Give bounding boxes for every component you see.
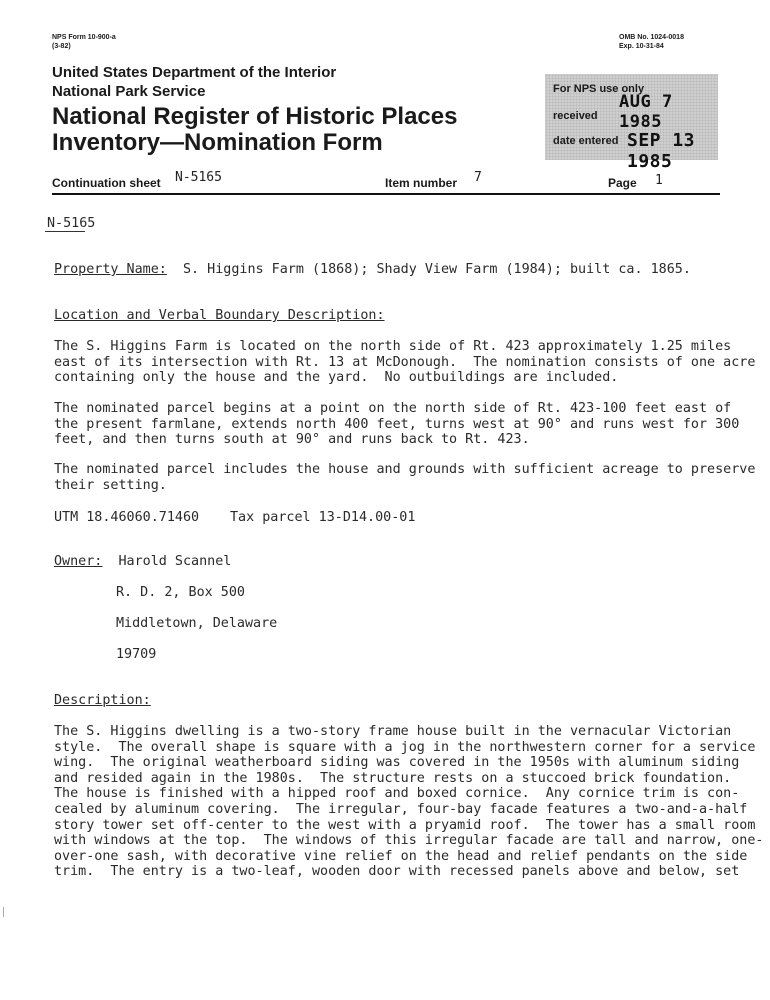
text-line: style. The overall shape is square with a jog in the northwestern corner for a service	[54, 739, 756, 755]
text-line: The house is finished with a hipped roof and boxed cornice. Any cornice trim is con-	[54, 786, 740, 802]
text-line: with windows at the top. The windows of this irregular facade are tall and narrow, one-	[54, 833, 764, 849]
nps-use-box	[545, 74, 718, 172]
text-line: containing only the house and the yard. No outbuildings are included.	[54, 370, 619, 386]
text-line: feet, and then turns south at 90° and runs back to Rt. 423.	[54, 432, 530, 448]
received-label: received	[553, 110, 598, 122]
form-title-line1: National Register of Historic Places	[52, 103, 458, 130]
service-name: National Park Service	[52, 83, 206, 100]
department-name: United States Department of the Interior	[52, 64, 337, 81]
department-heading	[52, 63, 336, 101]
received-date-stamp: AUG 7 1985	[619, 92, 673, 132]
form-title	[52, 104, 457, 156]
description-paragraph	[54, 724, 764, 880]
text-line: The nominated parcel includes the house and grounds with sufficient acreage to preserve	[54, 462, 756, 477]
property-name-label: Property Name:	[54, 262, 167, 277]
nps-use-label: For NPS use only	[553, 83, 645, 95]
owner-line	[54, 554, 231, 569]
includes-paragraph	[54, 462, 756, 493]
date-entered-label: date entered	[553, 135, 619, 147]
tax-parcel: Tax parcel 13-D14.00-01	[230, 510, 416, 525]
owner-address-line1: R. D. 2, Box 500	[116, 585, 245, 600]
text-line: wing. The original weatherboard siding was covered in the 1950s with aluminum siding	[54, 755, 740, 771]
text-line: their setting.	[54, 477, 167, 493]
text-line: story tower set off-center to the west with a pryamid roof. The tower has a small room	[54, 817, 756, 833]
scan-edge-mark	[3, 907, 4, 917]
header-rule	[52, 193, 720, 195]
page-label: Page	[608, 176, 637, 190]
omb-expiry-text: Exp. 10-31-84	[619, 43, 664, 50]
site-id-underline	[45, 231, 85, 232]
item-number-value: 7	[474, 170, 482, 185]
page-value: 1	[655, 173, 663, 188]
owner-label: Owner:	[54, 554, 103, 569]
parcel-paragraph	[54, 401, 740, 448]
text-line: east of its intersection with Rt. 13 at McDonough. The nomination consists of one acre	[54, 354, 756, 370]
item-number-label: Item number	[385, 176, 458, 190]
text-line: The S. Higgins Farm is located on the north side of Rt. 423 approximately 1.25 miles	[54, 339, 732, 354]
form-number-text: NPS Form 10-900-a	[52, 34, 116, 41]
text-line: The nominated parcel begins at a point on the north side of Rt. 423-100 feet east of	[54, 401, 732, 416]
site-id-text: N-5165	[47, 216, 96, 231]
omb-number	[619, 33, 684, 51]
form-revision-text: (3-82)	[52, 43, 71, 50]
text-line: the present farmlane, extends north 400 feet, turns west at 90° and runs west for 300	[54, 416, 740, 432]
site-id	[47, 216, 95, 231]
text-line: cealed by aluminum covering. The irregular, four-bay facade features a two-and-a-half	[54, 801, 748, 817]
omb-number-text: OMB No. 1024-0018	[619, 34, 684, 41]
description-heading: Description:	[54, 693, 151, 708]
form-title-line2: Inventory—Nomination Form	[52, 129, 383, 156]
utm-reference: UTM 18.46060.71460	[54, 510, 200, 525]
property-name-line	[54, 262, 691, 277]
text-line: and resided again in the 1980s. The structure rests on a stuccoed brick foundation.	[54, 770, 732, 786]
text-line: over-one sash, with decorative vine relief on the head and relief pendants on the side	[54, 848, 748, 864]
location-heading: Location and Verbal Boundary Description:	[54, 308, 385, 323]
continuation-sheet-value: N-5165	[175, 170, 222, 185]
continuation-sheet-label: Continuation sheet	[52, 176, 161, 190]
owner-name: Harold Scannel	[118, 554, 232, 569]
owner-address-line2: Middletown, Delaware	[116, 616, 278, 631]
owner-zip: 19709	[116, 647, 157, 662]
text-line: The S. Higgins dwelling is a two-story frame house built in the vernacular Victorian	[54, 724, 732, 739]
form-number	[52, 33, 116, 51]
text-line: trim. The entry is a two-leaf, wooden door with recessed panels above and below, set	[54, 864, 740, 880]
location-paragraph	[54, 339, 756, 386]
entered-date-stamp: SEP 13 1985	[627, 130, 696, 172]
property-name-value: S. Higgins Farm (1868); Shady View Farm (1984); built ca. 1865.	[183, 262, 691, 277]
